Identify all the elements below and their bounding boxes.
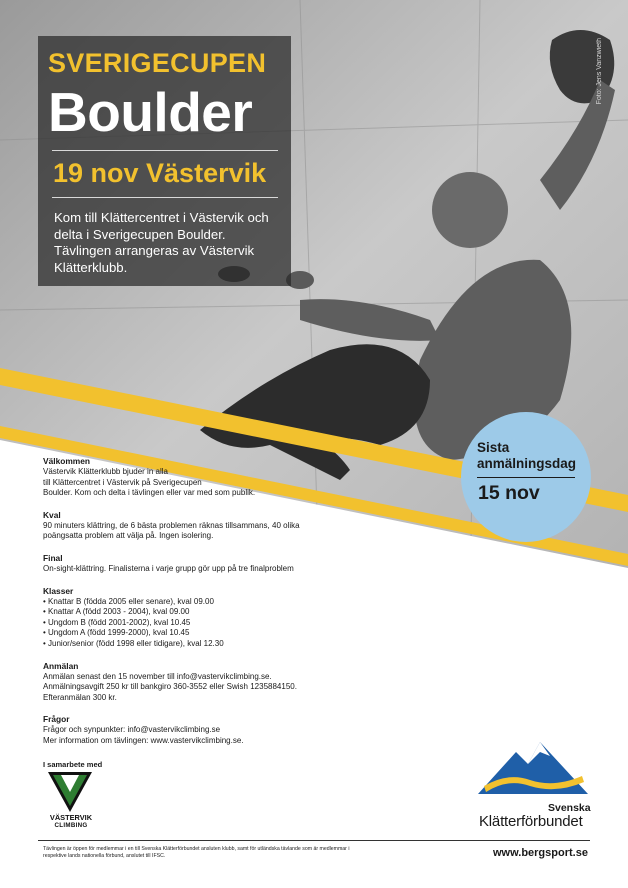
photo-credit: Foto: Jens Vanzwieth	[596, 38, 603, 105]
section-title: Final	[43, 552, 63, 563]
section-welcome	[43, 456, 363, 499]
section-line: Anmälan senast den 15 november till info@vastervikclimbing.se.	[43, 671, 272, 681]
info-text	[43, 456, 363, 758]
skf-name-top: Svenska	[548, 802, 591, 814]
section-title: Anmälan	[43, 660, 79, 671]
klatterforbundet-logo	[478, 742, 588, 800]
hero-title: Boulder	[48, 81, 253, 143]
section-line: 90 minuters klättring, de 6 bästa problemen räknas tillsammans, 40 olika	[43, 520, 300, 530]
section-line: Västervik Klätterklubb bjuder in alla	[43, 467, 168, 476]
section-anmalan	[43, 661, 363, 704]
section-title: Välkommen	[43, 456, 91, 466]
class-item: • Ungdom B (född 2001-2002), kval 10.45	[43, 617, 191, 627]
section-klasser	[43, 586, 363, 650]
section-line: Boulder. Kom och delta i tävlingen eller var med som publik.	[43, 488, 256, 498]
deadline-date: 15 nov	[478, 482, 540, 504]
section-line: Frågor och synpunkter: info@vastervikclimbing.se	[43, 725, 221, 735]
section-final	[43, 553, 363, 575]
hero-divider	[52, 197, 278, 198]
class-item: • Junior/senior (född 1998 eller tidigare), kval 12.30	[43, 638, 224, 648]
deadline-label	[477, 440, 576, 472]
skf-name-main: Klätterförbundet	[479, 813, 583, 830]
section-kval	[43, 510, 363, 542]
event-date: 19 nov Västervik	[53, 158, 267, 188]
class-item: • Knattar B (födda 2005 eller senare), kval 09.00	[43, 596, 214, 606]
section-title: Frågor	[43, 714, 70, 725]
hero-subtitle: SVERIGECUPEN	[48, 48, 267, 78]
deadline-divider	[477, 477, 575, 478]
deadline-line2: anmälningsdag	[477, 456, 577, 471]
vastervik-climbing-logo	[48, 772, 92, 812]
section-line: till Klättercentret i Västervik på Sverigecupen	[43, 477, 202, 487]
hero-divider	[52, 150, 278, 151]
hero-intro: Kom till Klättercentret i Västervik och delta i Sverigecupen Boulder. Tävlingen arrangeras av Västervik Klätterklubb.	[54, 210, 269, 275]
footer-website-link[interactable]: www.bergsport.se	[493, 847, 588, 859]
section-line: poängsatta problem att välja på. Ingen isolering.	[43, 531, 214, 541]
footer-note: Tävlingen är öppen för medlemmar i en till Svenska Klätterförbundet ansluten klubb, samt för utländska tävlande som är medlemmar i respektive lands nationella förbund, anslutet till IFSC.	[43, 846, 350, 859]
class-item: • Knattar A (född 2003 - 2004), kval 09.00	[43, 607, 190, 617]
section-line: Anmälningsavgift 250 kr till bankgiro 360-3552 eller Swish 1235884150.	[43, 682, 297, 692]
deadline-line1: Sista	[477, 440, 510, 455]
class-item: • Ungdom A (född 1999-2000), kval 10.45	[43, 628, 190, 638]
section-title: Kval	[43, 509, 61, 520]
section-title: Klasser	[43, 585, 74, 596]
section-line: Mer information om tävlingen: www.vastervikclimbing.se.	[43, 735, 244, 745]
footer-divider	[38, 840, 590, 841]
section-fragor	[43, 714, 363, 746]
section-line: Efteranmälan 300 kr.	[43, 692, 117, 702]
vastervik-logo-sub: CLIMBING	[54, 822, 88, 829]
collab-label: I samarbete med	[43, 760, 103, 769]
section-line: On-sight-klättring. Finalisterna i varje grupp gör upp på tre finalproblem	[43, 563, 294, 573]
vastervik-logo-name: VÄSTERVIK	[49, 813, 93, 822]
